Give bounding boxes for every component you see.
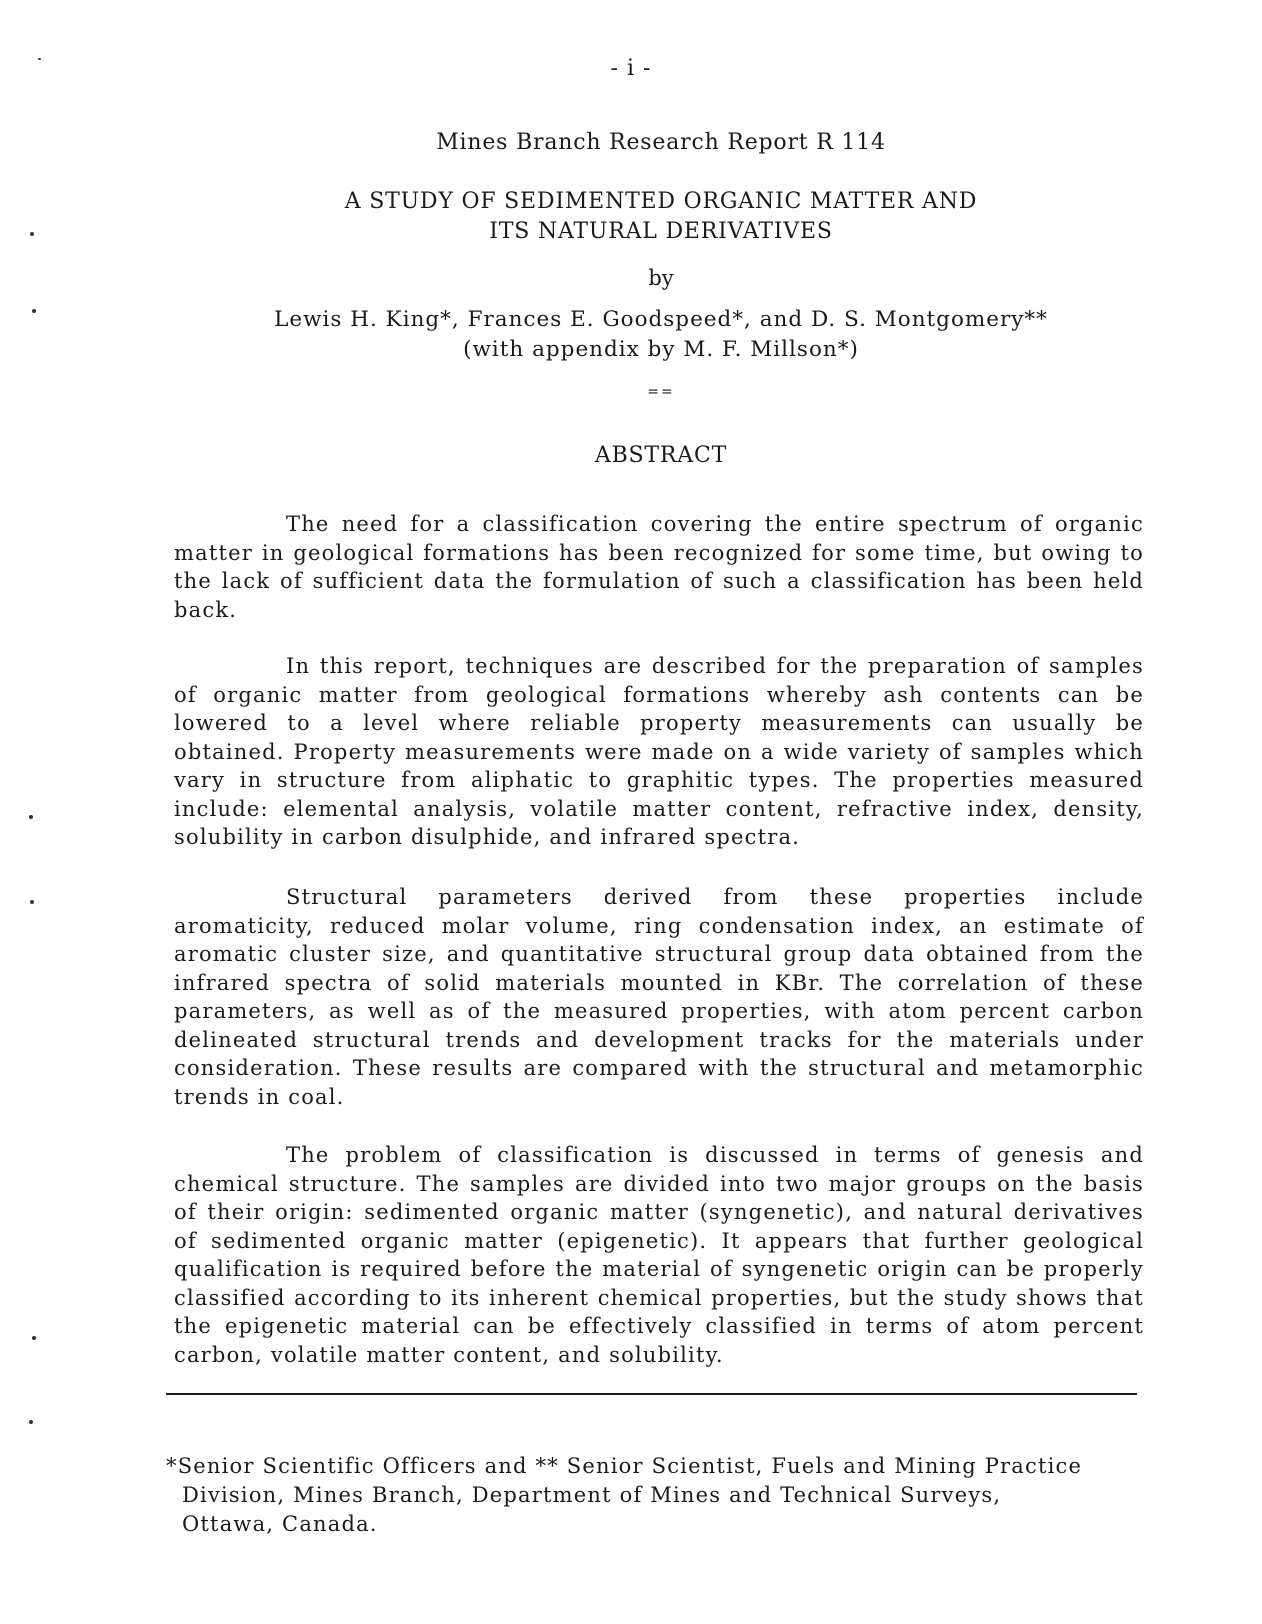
report-title [30, 187, 1262, 247]
separator: == [647, 384, 675, 400]
title-line-2: ITS NATURAL DERIVATIVES [489, 219, 833, 244]
title-line-1: A STUDY OF SEDIMENTED ORGANIC MATTER AND [344, 189, 978, 214]
footnote-line-2: Division, Mines Branch, Department of Mines and Technical Surveys, [182, 1483, 1002, 1507]
page-number: - i - [610, 56, 652, 81]
scan-speck [29, 815, 33, 819]
paragraph-text: In this report, techniques are described for the preparation of samples of organic matter from geological formations whereby ash contents can be lowered to a level where reliable property measurements can usually be obtained. Property measurements were made on a wide variety of samples which vary in structure from aliphatic to graphitic types. The properties measured include: elemental analysis, volatile matter content, refractive index, density, solubility in carbon disulphide, and infrared spectra. [174, 654, 1144, 849]
paragraph-text: The need for a classification covering the entire spectrum of organic matter in geological formations has been recognized for some time, but owing to the lack of sufficient data the formulation of such a classification has been held back. [174, 512, 1144, 622]
authors-line-2: (with appendix by M. F. Millson*) [463, 337, 859, 362]
footnote-line-3: Ottawa, Canada. [182, 1512, 378, 1536]
abstract-heading: ABSTRACT [594, 443, 728, 468]
paragraph-text: Structural parameters derived from these properties include aromaticity, reduced molar volume, ring condensation index, an estimate of aromatic cluster size, and quantitative structural group data obtained from the infrared spectra of solid materials mounted in KBr. The correlation of these parameters, as well as of the measured properties, with atom percent carbon delineated structural trends and development tracks for the materials under consideration. These results are compared with the structural and metamorphic trends in coal. [174, 885, 1144, 1109]
paragraph-text: The problem of classification is discussed in terms of genesis and chemical structure. The samples are divided into two major groups on the basis of their origin: sedimented organic matter (syngenetic), and natural derivatives of sedimented organic matter (epigenetic). It appears that further geological qualification is required before the material of syngenetic origin can be properly classified according to its inherent chemical properties, but the study shows that the epigenetic material can be effectively classified in terms of atom percent carbon, volatile matter content, and solubility. [174, 1143, 1144, 1367]
footnote-divider [166, 1393, 1137, 1395]
scan-speck [32, 1336, 36, 1340]
scan-speck [38, 58, 41, 60]
abstract-paragraph-4 [174, 1141, 1144, 1369]
byline-label: by [648, 266, 674, 290]
scan-speck [30, 232, 34, 236]
abstract-paragraph-2 [174, 652, 1144, 852]
authors [30, 305, 1262, 365]
scan-speck [30, 900, 34, 904]
report-series: Mines Branch Research Report R 114 [436, 130, 886, 155]
footnote [166, 1452, 1146, 1539]
scan-speck [29, 1420, 33, 1424]
authors-line-1: Lewis H. King*, Frances E. Goodspeed*, and D. S. Montgomery** [274, 307, 1048, 332]
abstract-paragraph-1 [174, 510, 1144, 624]
scan-speck [32, 309, 36, 313]
footnote-line-1: *Senior Scientific Officers and ** Senior Scientist, Fuels and Mining Practice [166, 1454, 1083, 1478]
abstract-paragraph-3 [174, 883, 1144, 1111]
